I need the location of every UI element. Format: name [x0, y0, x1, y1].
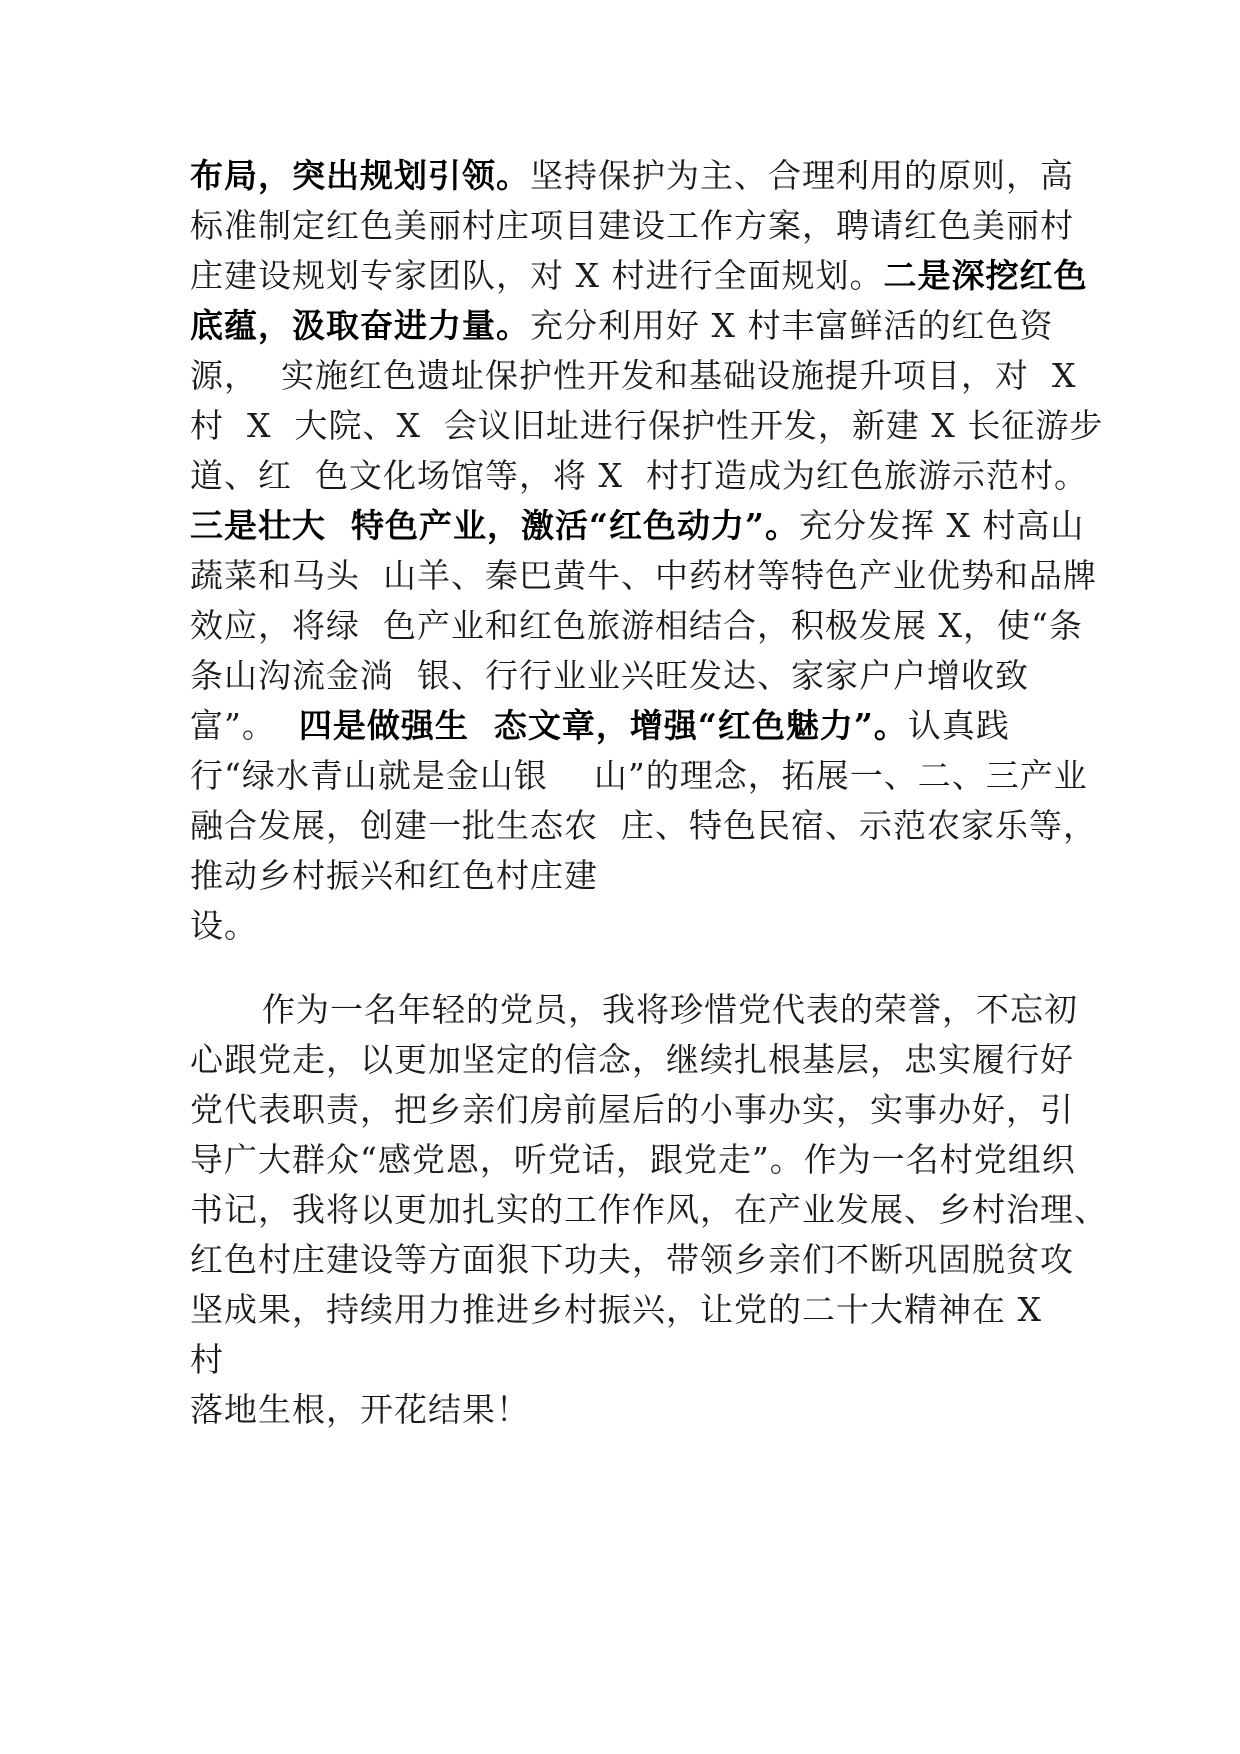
p2-line-4 — [190, 1140, 1076, 1180]
body-text: 红色村庄建设等方面狠下功夫，带领乡亲们不断巩固脱贫攻 — [190, 1240, 1074, 1279]
body-text: 富”。 — [190, 706, 299, 745]
body-text: 作为一名年轻的党员，我将珍惜党代表的荣誉，不忘初 — [262, 990, 1078, 1029]
p1-line-1 — [190, 156, 1074, 196]
body-text: 行“绿水青山就是金山银 山”的理念，拓展一、二、三产业 — [190, 756, 1088, 795]
body-text: 蔬菜和马头 山羊、秦巴黄牛、中药材等特色产业优势和品牌 — [190, 556, 1097, 595]
body-text: 道、红 色文化场馆等，将 X 村打造成为红色旅游示范村。 — [190, 456, 1088, 495]
body-text: 村 X 大院、X 会议旧址进行保护性开发，新建 X 长征游步 — [190, 406, 1104, 445]
body-text: 落地生根，开花结果！ — [190, 1390, 530, 1429]
p1-line-7 — [190, 456, 1088, 496]
p1-line-16 — [190, 906, 258, 946]
p1-line-9 — [190, 556, 1097, 596]
bold-heading: 三是壮大 特色产业，激活“红色动力”。 — [190, 506, 799, 545]
body-text: 效应，将绿 色产业和红色旅游相结合，积极发展 X，使“条 — [190, 606, 1083, 645]
p2-line-3 — [190, 1090, 1074, 1130]
body-text: 导广大群众“感党恩，听党话，跟党走”。作为一名村党组织 — [190, 1140, 1076, 1179]
body-text: 充分利用好 X 村丰富鲜活的红色资 — [530, 306, 1054, 345]
p1-line-6 — [190, 406, 1103, 446]
p1-line-3 — [190, 256, 1087, 296]
p2-line-5 — [190, 1190, 1108, 1230]
p2-line-1 — [262, 990, 1078, 1030]
bold-heading: 底蕴，汲取奋进力量。 — [190, 306, 530, 345]
body-text: 推动乡村振兴和红色村庄建 — [190, 856, 598, 895]
p1-line-4 — [190, 306, 1053, 346]
body-text: 书记，我将以更加扎实的工作作风，在产业发展、乡村治理、 — [190, 1190, 1108, 1229]
body-text: 条山沟流金淌 银、行行业业兴旺发达、家家户户增收致 — [190, 656, 1029, 695]
body-text: 坚持保护为主、合理利用的原则，高 — [530, 156, 1074, 195]
p1-line-11 — [190, 656, 1029, 696]
body-text: 村 — [190, 1340, 224, 1379]
body-text: 标准制定红色美丽村庄项目建设工作方案，聘请红色美丽村 — [190, 206, 1074, 245]
p1-line-14 — [190, 806, 1097, 846]
body-text: 融合发展，创建一批生态农 庄、特色民宿、示范农家乐等， — [190, 806, 1097, 845]
bold-heading: 四是做强生 态文章，增强“红色魅力”。 — [298, 706, 908, 745]
p1-line-2 — [190, 206, 1074, 246]
p1-line-13 — [190, 756, 1088, 796]
p2-line-6 — [190, 1240, 1074, 1280]
body-text: 心跟党走，以更加坚定的信念，继续扎根基层，忠实履行好 — [190, 1040, 1074, 1079]
body-text: 庄建设规划专家团队，对 X 村进行全面规划。 — [190, 256, 884, 295]
bold-heading: 二是深挖红色 — [883, 256, 1088, 295]
p1-line-8 — [190, 506, 1084, 546]
p2-line-9 — [190, 1390, 530, 1430]
body-text: 充分发挥 X 村高山 — [798, 506, 1085, 545]
p1-line-15 — [190, 856, 598, 896]
bold-heading: 布局，突出规划引领。 — [190, 156, 530, 195]
p1-line-5 — [190, 356, 1076, 396]
p1-line-10 — [190, 606, 1083, 646]
body-text: 坚成果，持续用力推进乡村振兴，让党的二十大精神在 X — [190, 1290, 1042, 1329]
p2-line-7 — [190, 1290, 1042, 1330]
p2-line-8 — [190, 1340, 224, 1380]
body-text: 党代表职责，把乡亲们房前屋后的小事办实，实事办好，引 — [190, 1090, 1074, 1129]
p1-line-12 — [190, 706, 1010, 746]
body-text: 认真践 — [907, 706, 1010, 745]
p2-line-2 — [190, 1040, 1074, 1080]
body-text: 源， 实施红色遗址保护性开发和基础设施提升项目，对 X — [190, 356, 1077, 395]
body-text: 设。 — [190, 906, 258, 945]
